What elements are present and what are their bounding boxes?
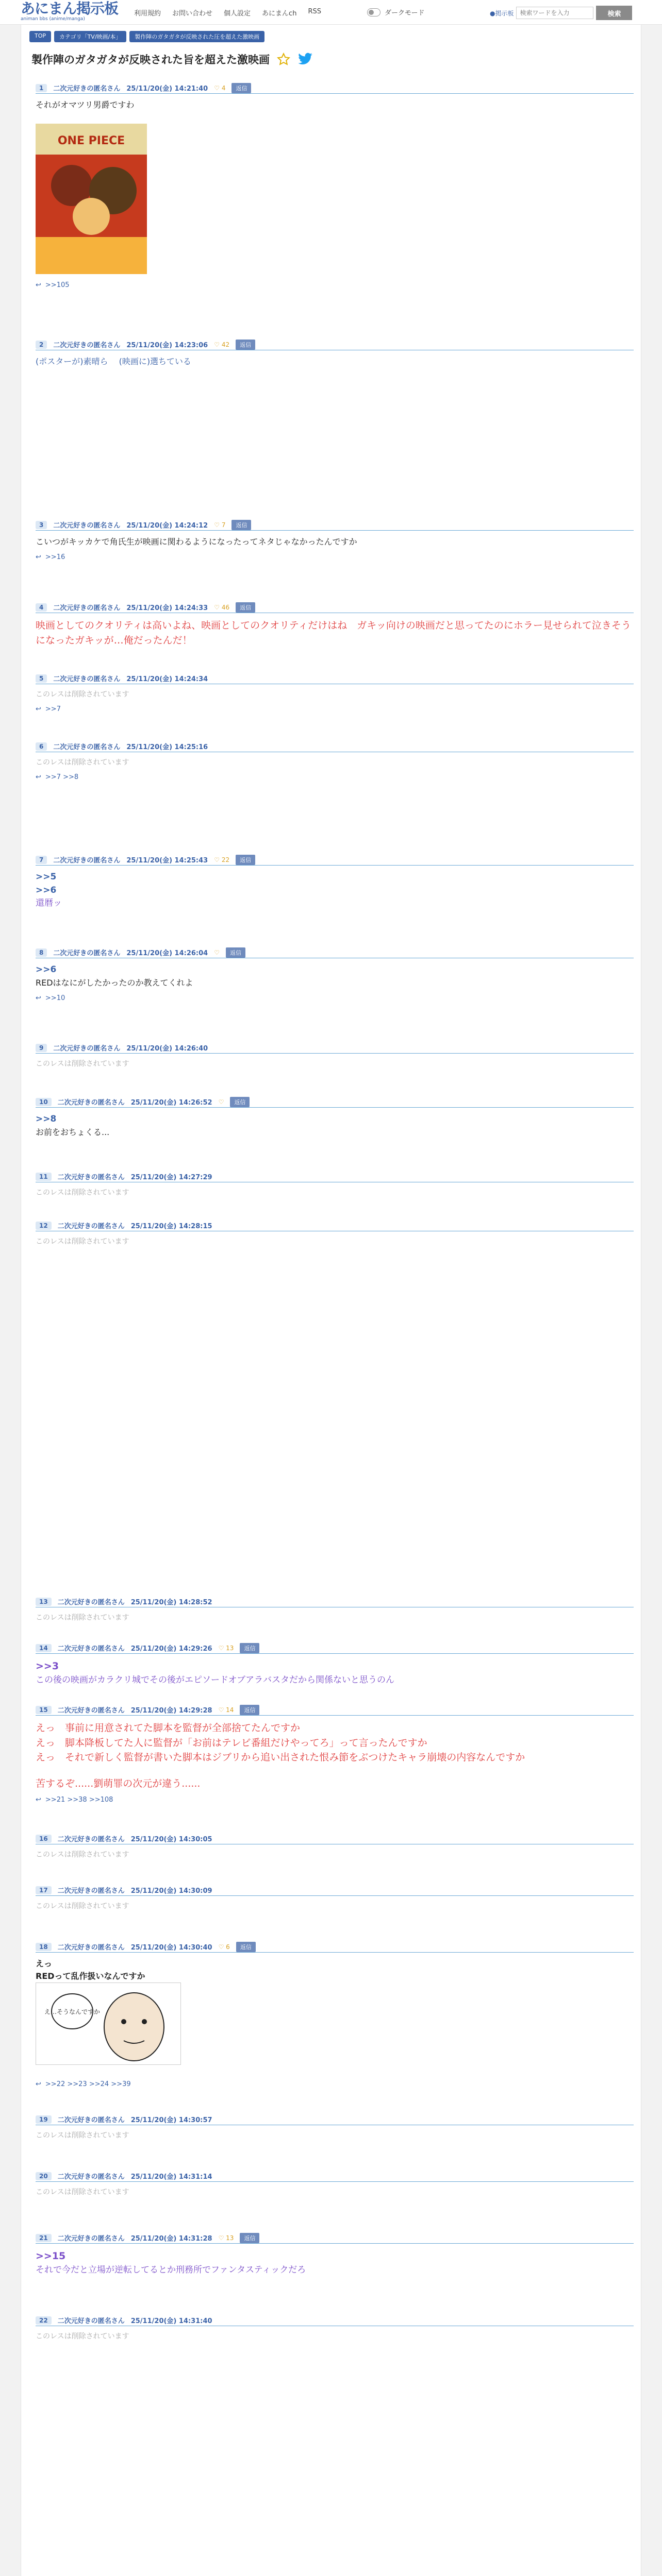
post-body (36, 1236, 634, 1247)
star-icon[interactable] (277, 53, 290, 66)
nav-animanch-link[interactable]: あにまんch (262, 10, 297, 18)
like-count-value: 4 (221, 84, 226, 92)
deleted-message: このレスは削除されています (36, 1851, 129, 1859)
post (36, 519, 634, 561)
poster-name: 二次元好きの匿名さん (53, 604, 121, 612)
post-replies (36, 773, 634, 781)
post-date: 25/11/20(金) 14:29:26 (130, 1645, 212, 1653)
post-date: 25/11/20(金) 14:28:15 (130, 1223, 212, 1230)
heart-icon[interactable]: ♡ (214, 84, 220, 92)
post (36, 1096, 634, 1139)
thread-title-row (31, 52, 313, 67)
dark-mode-control[interactable] (367, 7, 424, 17)
reply-links[interactable]: >>7 (45, 705, 61, 713)
post-body (36, 1613, 634, 1623)
reply-anchor-link[interactable]: >>6 (36, 885, 57, 895)
post-number[interactable]: 21 (36, 2234, 52, 2242)
poster-name: 二次元好きの匿名さん (57, 2173, 125, 2181)
reply-button[interactable]: 返信 (236, 602, 255, 613)
post-header (36, 1596, 634, 1607)
comic-image[interactable] (36, 1982, 181, 2065)
poster-name: 二次元好きの匿名さん (57, 1944, 125, 1952)
like-count-value: 42 (221, 341, 230, 348)
post-body (36, 1721, 634, 1791)
dark-mode-toggle[interactable] (367, 8, 380, 16)
post-body (36, 963, 634, 989)
post-header (36, 339, 634, 350)
post-date: 25/11/20(金) 14:30:05 (130, 1836, 212, 1843)
post-body (36, 757, 634, 768)
reply-arrow-icon: ↩ (36, 281, 41, 289)
post (36, 2171, 634, 2198)
post-header (36, 1941, 634, 1953)
post-number[interactable]: 13 (36, 1598, 52, 1606)
post (36, 741, 634, 781)
heart-icon[interactable]: ♡ (218, 1098, 224, 1106)
poster-name: 二次元好きの匿名さん (53, 857, 121, 865)
reply-button[interactable]: 返信 (226, 947, 245, 958)
speech-bubble-text: え…そうなんですか (44, 2008, 101, 2015)
post-date: 25/11/20(金) 14:31:28 (130, 2235, 212, 2243)
post-text: 苦するぞ......劉萌罪の次元が違う...... (36, 1777, 201, 1789)
like-count[interactable] (219, 2234, 234, 2242)
post-header (36, 947, 634, 958)
poster-title: ONE PIECE (57, 134, 125, 147)
post-number[interactable]: 9 (36, 1044, 47, 1052)
breadcrumb (29, 31, 264, 42)
post-header (36, 854, 634, 866)
post-number[interactable]: 16 (36, 1835, 52, 1843)
post (36, 1833, 634, 1860)
like-count[interactable] (219, 1098, 224, 1106)
post-number[interactable]: 17 (36, 1886, 52, 1894)
reply-anchor-link[interactable]: >>8 (36, 1114, 57, 1124)
twitter-bird-icon[interactable] (297, 53, 313, 66)
reply-links[interactable]: >>7 >>8 (45, 773, 79, 781)
poster-image[interactable] (36, 124, 147, 274)
search-button[interactable]: 検索 (596, 6, 632, 20)
heart-icon[interactable]: ♡ (214, 521, 220, 529)
post-header (36, 602, 634, 613)
post-number[interactable]: 8 (36, 948, 47, 957)
post (36, 1885, 634, 1912)
post-replies (36, 1796, 634, 1804)
post-date: 25/11/20(金) 14:30:57 (130, 2116, 212, 2124)
poster-name: 二次元好きの匿名さん (57, 2116, 125, 2124)
post-header (36, 1042, 634, 1054)
deleted-message: このレスは削除されています (36, 1238, 129, 1246)
post-number[interactable]: 6 (36, 742, 47, 751)
header-nav (134, 8, 321, 18)
post-text: この後の映画がカラクリ城でその後がエピソードオブアラバスタだから関係ないと思うのん (36, 1674, 394, 1685)
like-count[interactable] (214, 604, 229, 611)
post-header (36, 1704, 634, 1716)
like-count[interactable] (219, 1706, 234, 1714)
post-text: 還暦ッ (36, 898, 62, 908)
like-count-value: 13 (226, 1644, 234, 1652)
post-header (36, 673, 634, 684)
post (36, 602, 634, 648)
poster-name: 二次元好きの匿名さん (57, 1887, 125, 1895)
post-body (36, 1113, 634, 1139)
poster-name: 二次元好きの匿名さん (57, 2317, 125, 2325)
post (36, 1596, 634, 1623)
post-number[interactable]: 20 (36, 2172, 52, 2180)
reply-button[interactable]: 返信 (240, 1643, 259, 1653)
post-date: 25/11/20(金) 14:26:04 (126, 950, 208, 957)
poster-name: 二次元好きの匿名さん (57, 1099, 125, 1107)
logo-subtitle: animan bbs (anime/manga) (21, 16, 85, 22)
post-replies (36, 553, 634, 561)
comic-art (36, 1983, 181, 2065)
post-number[interactable]: 12 (36, 1222, 52, 1230)
like-count[interactable] (214, 84, 225, 92)
heart-icon[interactable]: ♡ (214, 341, 220, 348)
post (36, 1642, 634, 1687)
post-date: 25/11/20(金) 14:30:40 (130, 1944, 212, 1952)
post-number[interactable]: 1 (36, 84, 47, 92)
post-text: REDはなにがしたかったのか教えてくれよ (36, 977, 193, 988)
reply-links[interactable]: >>105 (45, 281, 70, 289)
post-date: 25/11/20(金) 14:26:52 (130, 1099, 212, 1107)
logo-title[interactable]: あにまん掲示板 (21, 0, 119, 17)
post-date: 25/11/20(金) 14:26:40 (126, 1045, 208, 1053)
poster-name: 二次元好きの匿名さん (53, 85, 121, 93)
like-count-value: 13 (226, 2234, 234, 2242)
post-text: それがオマツリ男爵ですわ (36, 100, 135, 110)
deleted-message: このレスは削除されています (36, 1189, 129, 1197)
deleted-message: このレスは削除されています (36, 758, 129, 767)
post-body (36, 689, 634, 700)
heart-icon[interactable]: ♡ (218, 1644, 224, 1652)
poster-name: 二次元好きの匿名さん (57, 1836, 125, 1843)
post (36, 673, 634, 713)
post-header (36, 2232, 634, 2244)
reply-arrow-icon: ↩ (36, 994, 41, 1002)
post-date: 25/11/20(金) 14:24:12 (126, 522, 208, 530)
reply-button[interactable]: 返信 (236, 340, 255, 350)
post-header (36, 1096, 634, 1108)
post-date: 25/11/20(金) 14:21:40 (126, 85, 208, 93)
like-count-value: 6 (226, 1943, 230, 1951)
post-header (36, 1171, 634, 1182)
post-number[interactable]: 19 (36, 2115, 52, 2124)
deleted-message: このレスは削除されています (36, 1060, 129, 1068)
post-number[interactable]: 14 (36, 1644, 52, 1652)
breadcrumb-category[interactable]: カテゴリ「TV/映画/本」 (54, 31, 126, 42)
heart-icon[interactable]: ♡ (214, 856, 220, 863)
post-body (36, 1958, 634, 1982)
post-body (36, 2130, 634, 2141)
nav-rss-link[interactable]: RSS (308, 8, 321, 15)
poster-name: 二次元好きの匿名さん (57, 1599, 125, 1606)
post-date: 25/11/20(金) 14:31:40 (130, 2317, 212, 2325)
deleted-message: このレスは削除されています (36, 2131, 129, 2140)
deleted-message: このレスは削除されています (36, 1902, 129, 1910)
heart-icon[interactable]: ♡ (218, 1706, 224, 1714)
post-date: 25/11/20(金) 14:25:16 (126, 743, 208, 751)
post-text: こいつがキッカケで角氏生が映画に関わるようになったってネタじゃなかったんですか (36, 537, 357, 547)
post-text: えっ それで新しく監督が書いた脚本はジブリから追い出された恨み節をぶつけたキャラ崩壊の内容なんですか (36, 1752, 525, 1763)
nav-terms-link[interactable]: 利用規約 (134, 10, 161, 18)
post-header (36, 2315, 634, 2326)
heart-icon[interactable]: ♡ (214, 603, 220, 611)
like-count[interactable] (214, 949, 220, 956)
post-number[interactable]: 11 (36, 1173, 52, 1181)
reply-button[interactable]: 返信 (236, 855, 255, 865)
post-text: (ポスターが)素晴ら (映画に)選ちている (36, 357, 191, 366)
reply-anchor-link[interactable]: >>3 (36, 1660, 59, 1672)
post-text: 映画としてのクオリティは高いよね、映画としてのクオリティだけはね ガキッ向けの映画だと思ってたのにホラー見せられて泣きそうになったガキッが…俺だったんだ！ (36, 620, 631, 646)
post-text: えっ 事前に用意されてた脚本を監督が全部捨てたんですか (36, 1722, 301, 1734)
reply-arrow-icon: ↩ (36, 553, 41, 561)
post-body (36, 536, 634, 548)
post-number[interactable]: 3 (36, 521, 47, 529)
poster-name: 二次元好きの匿名さん (57, 1174, 125, 1181)
post-header (36, 1220, 634, 1231)
post (36, 947, 634, 1002)
reply-button[interactable]: 返信 (236, 1942, 256, 1952)
thread-main (21, 25, 641, 2576)
post-text: それで今だと立場が逆転してるとか刑務所でファンタスティックだろ (36, 2264, 306, 2275)
post-text: REDって乱作扱いなんですか (36, 1971, 145, 1981)
poster-art (36, 124, 147, 274)
post-replies (36, 994, 634, 1002)
post-body (36, 1188, 634, 1198)
post (36, 854, 634, 910)
nav-settings-link[interactable]: 個人設定 (224, 10, 251, 18)
reply-arrow-icon: ↩ (36, 1796, 41, 1804)
reply-button[interactable]: 返信 (230, 1097, 250, 1107)
like-count[interactable] (214, 856, 229, 863)
site-header (0, 0, 662, 25)
post-number[interactable]: 10 (36, 1098, 52, 1106)
post-replies (36, 705, 634, 713)
reply-links[interactable]: >>21 >>38 >>108 (45, 1796, 113, 1804)
reply-button[interactable]: 返信 (231, 520, 251, 530)
post-number[interactable]: 5 (36, 674, 47, 683)
search-scope-radio[interactable]: ●掲示板 (490, 9, 514, 17)
heart-icon[interactable]: ♡ (218, 1943, 224, 1951)
post-body (36, 2249, 634, 2277)
post-number[interactable]: 7 (36, 856, 47, 864)
post-text: えっ 脚本降板してた人に監督が「お前はテレビ番組だけやってろ」って言ったんですか (36, 1737, 427, 1749)
poster-name: 二次元好きの匿名さん (53, 522, 121, 530)
nav-contact-link[interactable]: お問い合わせ (172, 10, 213, 18)
poster-name: 二次元好きの匿名さん (53, 1045, 121, 1053)
post-date: 25/11/20(金) 14:24:34 (126, 675, 208, 683)
heart-icon[interactable]: ♡ (214, 948, 220, 956)
like-count-value: 22 (221, 856, 230, 863)
post-body (36, 871, 634, 910)
reply-links[interactable]: >>10 (45, 994, 65, 1002)
post-body (36, 1659, 634, 1687)
like-count-value: 46 (221, 603, 230, 611)
post-header (36, 1642, 634, 1654)
post-header (36, 1833, 634, 1844)
post-body (36, 618, 634, 648)
poster-name: 二次元好きの匿名さん (53, 950, 121, 957)
post-header (36, 1885, 634, 1896)
reply-button[interactable]: 返信 (231, 83, 251, 93)
post-date: 25/11/20(金) 14:27:29 (130, 1174, 212, 1181)
poster-name: 二次元好きの匿名さん (57, 1645, 125, 1653)
post (36, 1704, 634, 1804)
post-date: 25/11/20(金) 14:23:06 (126, 342, 208, 349)
post-body (36, 2187, 634, 2198)
like-count[interactable] (214, 341, 229, 348)
like-count-value: 7 (221, 521, 226, 529)
post (36, 2232, 634, 2277)
reply-links[interactable]: >>16 (45, 553, 65, 561)
post-body (36, 1059, 634, 1070)
reply-button[interactable]: 返信 (240, 2233, 259, 2243)
poster-name: 二次元好きの匿名さん (53, 342, 121, 349)
post-text (36, 1765, 634, 1776)
breadcrumb-thread[interactable]: 製作陣のガタガタが反映された圧を超えた激映画 (129, 31, 264, 42)
poster-name: 二次元好きの匿名さん (53, 675, 121, 683)
post (36, 1220, 634, 1247)
like-count[interactable] (214, 521, 225, 529)
post-number[interactable]: 18 (36, 1943, 52, 1951)
post-date: 25/11/20(金) 14:30:09 (130, 1887, 212, 1895)
post-text: えっ (36, 1959, 53, 1969)
reply-button[interactable]: 返信 (240, 1705, 259, 1715)
like-count-value: 14 (226, 1706, 234, 1714)
heart-icon[interactable]: ♡ (218, 2234, 224, 2242)
post-date: 25/11/20(金) 14:28:52 (130, 1599, 212, 1606)
post-date: 25/11/20(金) 14:29:28 (130, 1707, 212, 1715)
site-logo[interactable] (21, 2, 118, 22)
reply-anchor-link[interactable]: >>5 (36, 872, 57, 882)
post-body (36, 1850, 634, 1860)
post (36, 2114, 634, 2141)
post-number[interactable]: 15 (36, 1706, 52, 1714)
post-body (36, 99, 634, 111)
reply-links[interactable]: >>22 >>23 >>24 >>39 (45, 2080, 131, 2088)
like-count[interactable] (219, 1943, 230, 1951)
post-replies (36, 281, 634, 289)
post-replies (36, 2080, 634, 2088)
post (36, 2315, 634, 2342)
reply-arrow-icon: ↩ (36, 2080, 41, 2088)
reply-anchor-link[interactable]: >>15 (36, 2250, 66, 2262)
search-input[interactable] (516, 7, 593, 19)
post-header (36, 2171, 634, 2182)
post-header (36, 2114, 634, 2125)
post (36, 339, 634, 368)
reply-arrow-icon: ↩ (36, 773, 41, 781)
dark-mode-label: ダークモード (385, 9, 425, 17)
reply-arrow-icon: ↩ (36, 705, 41, 713)
reply-anchor-link[interactable]: >>6 (36, 964, 57, 975)
deleted-message: このレスは削除されています (36, 1614, 129, 1622)
post (36, 1042, 634, 1070)
post-date: 25/11/20(金) 14:31:14 (130, 2173, 212, 2181)
deleted-message: このレスは削除されています (36, 690, 129, 699)
post-body (36, 2331, 634, 2342)
search-bar (490, 6, 632, 20)
poster-name: 二次元好きの匿名さん (57, 1707, 125, 1715)
thread-title: 製作陣のガタガタが反映された旨を超えた激映画 (31, 54, 270, 66)
post-body (36, 1901, 634, 1912)
poster-name: 二次元好きの匿名さん (57, 2235, 125, 2243)
post-number[interactable]: 22 (36, 2316, 52, 2325)
breadcrumb-top[interactable]: TOP (29, 31, 51, 42)
post-number[interactable]: 4 (36, 603, 47, 612)
deleted-message: このレスは削除されています (36, 2332, 129, 2341)
post-body (36, 355, 634, 368)
deleted-message: このレスは削除されています (36, 2188, 129, 2196)
post-header (36, 82, 634, 94)
post (36, 1171, 634, 1198)
post-text: お前をおちょくる... (36, 1127, 110, 1137)
post-date: 25/11/20(金) 14:25:43 (126, 857, 208, 865)
like-count[interactable] (219, 1645, 234, 1652)
post-header (36, 519, 634, 531)
poster-name: 二次元好きの匿名さん (53, 743, 121, 751)
poster-name: 二次元好きの匿名さん (57, 1223, 125, 1230)
post-number[interactable]: 2 (36, 341, 47, 349)
post-header (36, 741, 634, 752)
post-date: 25/11/20(金) 14:24:33 (126, 604, 208, 612)
